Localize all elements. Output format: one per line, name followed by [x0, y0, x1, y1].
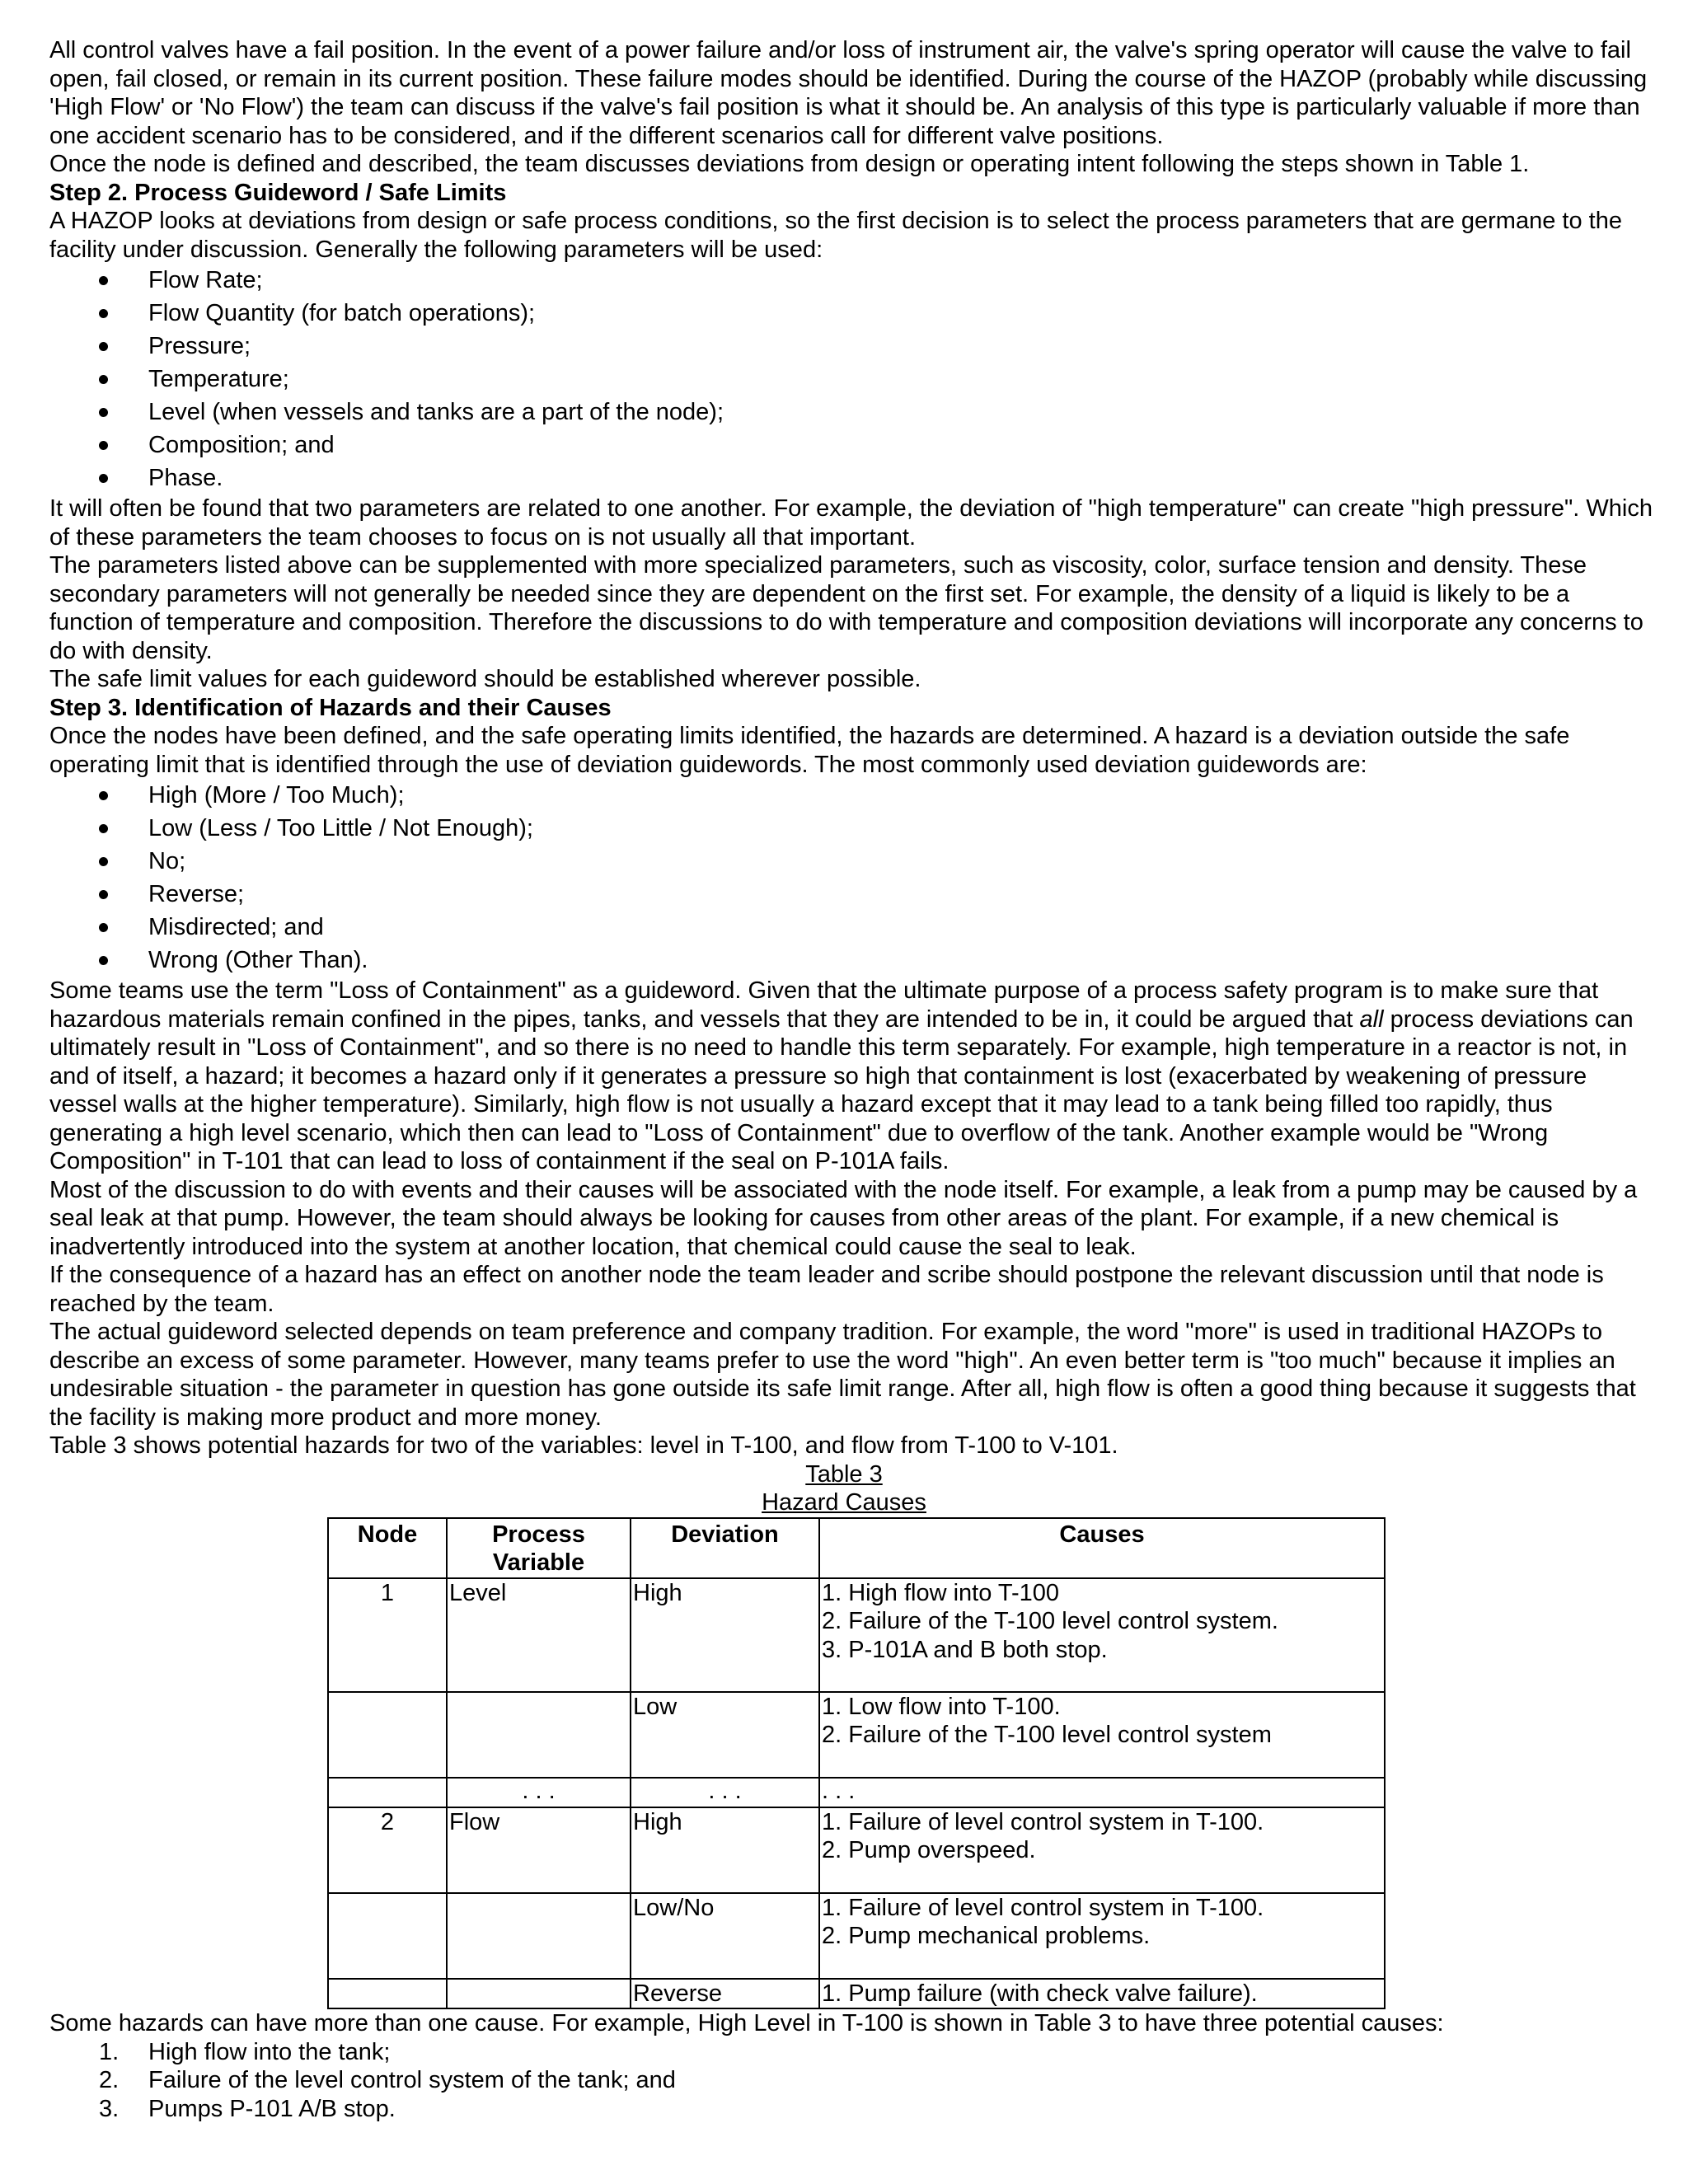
cell-deviation: High: [631, 1578, 819, 1692]
emphasis-all: all: [1359, 1005, 1384, 1033]
cell-causes: [819, 1778, 1385, 1807]
table-row: [328, 1893, 1385, 1979]
cell-variable: . . .: [447, 1778, 631, 1807]
heading-step-3: Step 3. Identification of Hazards and their Causes: [49, 694, 612, 721]
paragraph-secondary-parameters: The parameters listed above can be supplemented with more specialized parameters, such as viscosity, color, surface tension and density. These secondary parameters will not generally be needed since they are dependent on the first set. For example, the density of a liquid is likely to be a function of temperature and composition. Therefore the discussions to do with temperature and composition deviations will incorporate any concerns to do with density.: [49, 552, 1643, 664]
table-row: [328, 1578, 1385, 1692]
paragraph-guideword-choice: The actual guideword selected depends on team preference and company tradition. For example, the word "more" is used in traditional HAZOPs to describe an excess of some parameter. However, many teams prefer to use the word "high". An even better term is "too much" because it implies an undesirable situation - the parameter in question has gone outside its safe limit range. After all, high flow is often a good thing because it suggests that the facility is making more product and more money.: [49, 1319, 1636, 1431]
cell-deviation: Reverse: [631, 1979, 819, 2009]
list-item: Pressure;: [49, 330, 1688, 363]
header-causes: Causes: [819, 1518, 1385, 1578]
paragraph-step-2-intro: A HAZOP looks at deviations from design or safe process conditions, so the first decision is to select the process parameters that are germane to the facility under discussion. Generally the following parameters will be used:: [49, 208, 1622, 263]
cell-causes: [819, 1692, 1385, 1778]
cause-list: [0, 2038, 1688, 2124]
cell-node: [328, 1778, 447, 1807]
cause-line: 2. Pump overspeed.: [822, 1837, 1036, 1863]
list-item: Flow Quantity (for batch operations);: [49, 297, 1688, 330]
paragraph-loss-of-containment: [49, 977, 1653, 1176]
cell-node: 1: [328, 1578, 447, 1692]
hazard-causes-table: [327, 1517, 1386, 2010]
cell-variable: Flow: [447, 1807, 631, 1893]
cause-line: 2. Failure of the T-100 level control system.: [822, 1608, 1278, 1634]
cell-deviation: Low: [631, 1692, 819, 1778]
list-item: Misdirected; and: [49, 911, 1688, 944]
list-text: Failure of the level control system of the tank; and: [148, 2067, 676, 2093]
cell-deviation: . . .: [631, 1778, 819, 1807]
paragraph-safe-limits: The safe limit values for each guideword should be established wherever possible.: [49, 666, 921, 692]
cell-causes: [819, 1578, 1385, 1692]
cell-deviation: High: [631, 1807, 819, 1893]
cause-line: 2. Failure of the T-100 level control system: [822, 1722, 1272, 1748]
cell-causes: [819, 1979, 1385, 2009]
list-item: High (More / Too Much);: [49, 779, 1688, 812]
list-item: Flow Rate;: [49, 264, 1688, 297]
text-span: Some teams use the term "Loss of Containment" as a guideword. Given that the ultimate purpose of a process safety program is to make sure that hazardous materials remain confined in the pipes, tanks, and vessels that they are intended to be in, it could be argued that: [49, 977, 1599, 1033]
cell-node: [328, 1979, 447, 2009]
guideword-list: [0, 779, 1688, 977]
paragraph-table-reference: Table 3 shows potential hazards for two of the variables: level in T-100, and flow from T-100 to V-101.: [49, 1432, 1118, 1459]
cell-causes: [819, 1807, 1385, 1893]
heading-step-2: Step 2. Process Guideword / Safe Limits: [49, 179, 507, 206]
list-item: Level (when vessels and tanks are a part of the node);: [49, 396, 1688, 429]
cell-node: 2: [328, 1807, 447, 1893]
cause-line: 3. P-101A and B both stop.: [822, 1636, 1108, 1663]
paragraph-step-3-intro: Once the nodes have been defined, and the safe operating limits identified, the hazards are determined. A hazard is a deviation outside the safe operating limit that is identified through the use of deviation guidewords. The most commonly used deviation guidewords are:: [49, 723, 1570, 778]
paragraph-fail-position: All control valves have a fail position. In the event of a power failure and/or loss of instrument air, the valve's spring operator will cause the valve to fail open, fail closed, or remain in its current position. These failure modes should be identified. During the course of the HAZOP (probably while discussing 'High Flow' or 'No Flow') the team can discuss if the valve's fail position is what it should be. An analysis of this type is particularly valuable if more than one accident scenario has to be considered, and if the different scenarios call for different valve positions.: [49, 37, 1648, 149]
paragraph-event-causes: Most of the discussion to do with events and their causes will be associated with the node itself. For example, a leak from a pump may be caused by a seal leak at that pump. However, the team should always be looking for causes from other areas of the plant. For example, if a new chemical is inadvertently introduced into the system at another location, that chemical could cause the seal to leak.: [49, 1176, 1638, 1260]
list-item: Composition; and: [49, 429, 1688, 462]
list-item: [49, 2066, 1688, 2095]
cause-line: 1. Failure of level control system in T-100.: [822, 1808, 1264, 1835]
cause-line: 1. Pump failure (with check valve failure).: [822, 1980, 1258, 2007]
list-item: No;: [49, 845, 1688, 878]
list-item: Temperature;: [49, 363, 1688, 396]
paragraph-node-defined: Once the node is defined and described, the team discusses deviations from design or operating intent following the steps shown in Table 1.: [49, 151, 1530, 177]
table-title: Table 3: [805, 1460, 883, 1488]
list-number: 2.: [99, 2067, 120, 2093]
list-item: Wrong (Other Than).: [49, 944, 1688, 977]
table-header-row: [328, 1518, 1385, 1578]
list-number: 3.: [99, 2095, 120, 2122]
header-deviation: Deviation: [631, 1518, 819, 1578]
paragraph-related-parameters: It will often be found that two parameters are related to one another. For example, the deviation of "high temperature" can create "high pressure". Which of these parameters the team chooses to focus on is not usually all that important.: [49, 495, 1653, 551]
paragraph-other-node: If the consequence of a hazard has an effect on another node the team leader and scribe should postpone the relevant discussion until that node is reached by the team.: [49, 1262, 1604, 1317]
cause-line: 1. Low flow into T-100.: [822, 1693, 1061, 1720]
cell-variable: [447, 1692, 631, 1778]
paragraph-multiple-causes: Some hazards can have more than one cause. For example, High Level in T-100 is shown in Table 3 to have three potential causes:: [49, 2010, 1444, 2036]
cause-line: 1. High flow into T-100: [822, 1579, 1060, 1606]
list-text: Pumps P-101 A/B stop.: [148, 2095, 396, 2122]
cell-node: [328, 1692, 447, 1778]
list-item: [49, 2095, 1688, 2124]
table-subtitle: Hazard Causes: [762, 1489, 926, 1516]
header-node: Node: [328, 1518, 447, 1578]
list-item: Reverse;: [49, 878, 1688, 911]
cell-causes: [819, 1893, 1385, 1979]
text-span: process deviations can ultimately result in "Loss of Containment", and so there is no need to handle this term separately. For example, high temperature in a reactor is not, in and of itself, a hazard; it becomes a hazard only if it generates a pressure so high that containment is lost (exacerbated by weakening of pressure vessel walls at the higher temperature). Similarly, high flow is not usually a hazard except that it may lead to a tank being filled too rapidly, thus generating a high level scenario, which then can lead to "Loss of Containment" due to overflow of the tank. Another example would be "Wrong Composition" in T-101 that can lead to loss of containment if the seal on P-101A fails.: [49, 1005, 1634, 1174]
parameter-list: [0, 264, 1688, 494]
table-row: [328, 1979, 1385, 2009]
table-row: [328, 1778, 1385, 1807]
cause-line: 2. Pump mechanical problems.: [822, 1923, 1151, 1949]
cell-variable: Level: [447, 1578, 631, 1692]
cell-variable: [447, 1979, 631, 2009]
table-row: [328, 1692, 1385, 1778]
cell-variable: [447, 1893, 631, 1979]
table-row: [328, 1807, 1385, 1893]
list-number: 1.: [99, 2038, 120, 2065]
list-item: Low (Less / Too Little / Not Enough);: [49, 812, 1688, 845]
cell-deviation: Low/No: [631, 1893, 819, 1979]
list-text: High flow into the tank;: [148, 2038, 391, 2065]
cause-line: 1. Failure of level control system in T-100.: [822, 1894, 1264, 1921]
cell-node: [328, 1893, 447, 1979]
list-item: Phase.: [49, 462, 1688, 494]
header-process-variable: Process Variable: [447, 1518, 631, 1578]
list-item: [49, 2038, 1688, 2067]
cause-line: . . .: [822, 1777, 856, 1804]
